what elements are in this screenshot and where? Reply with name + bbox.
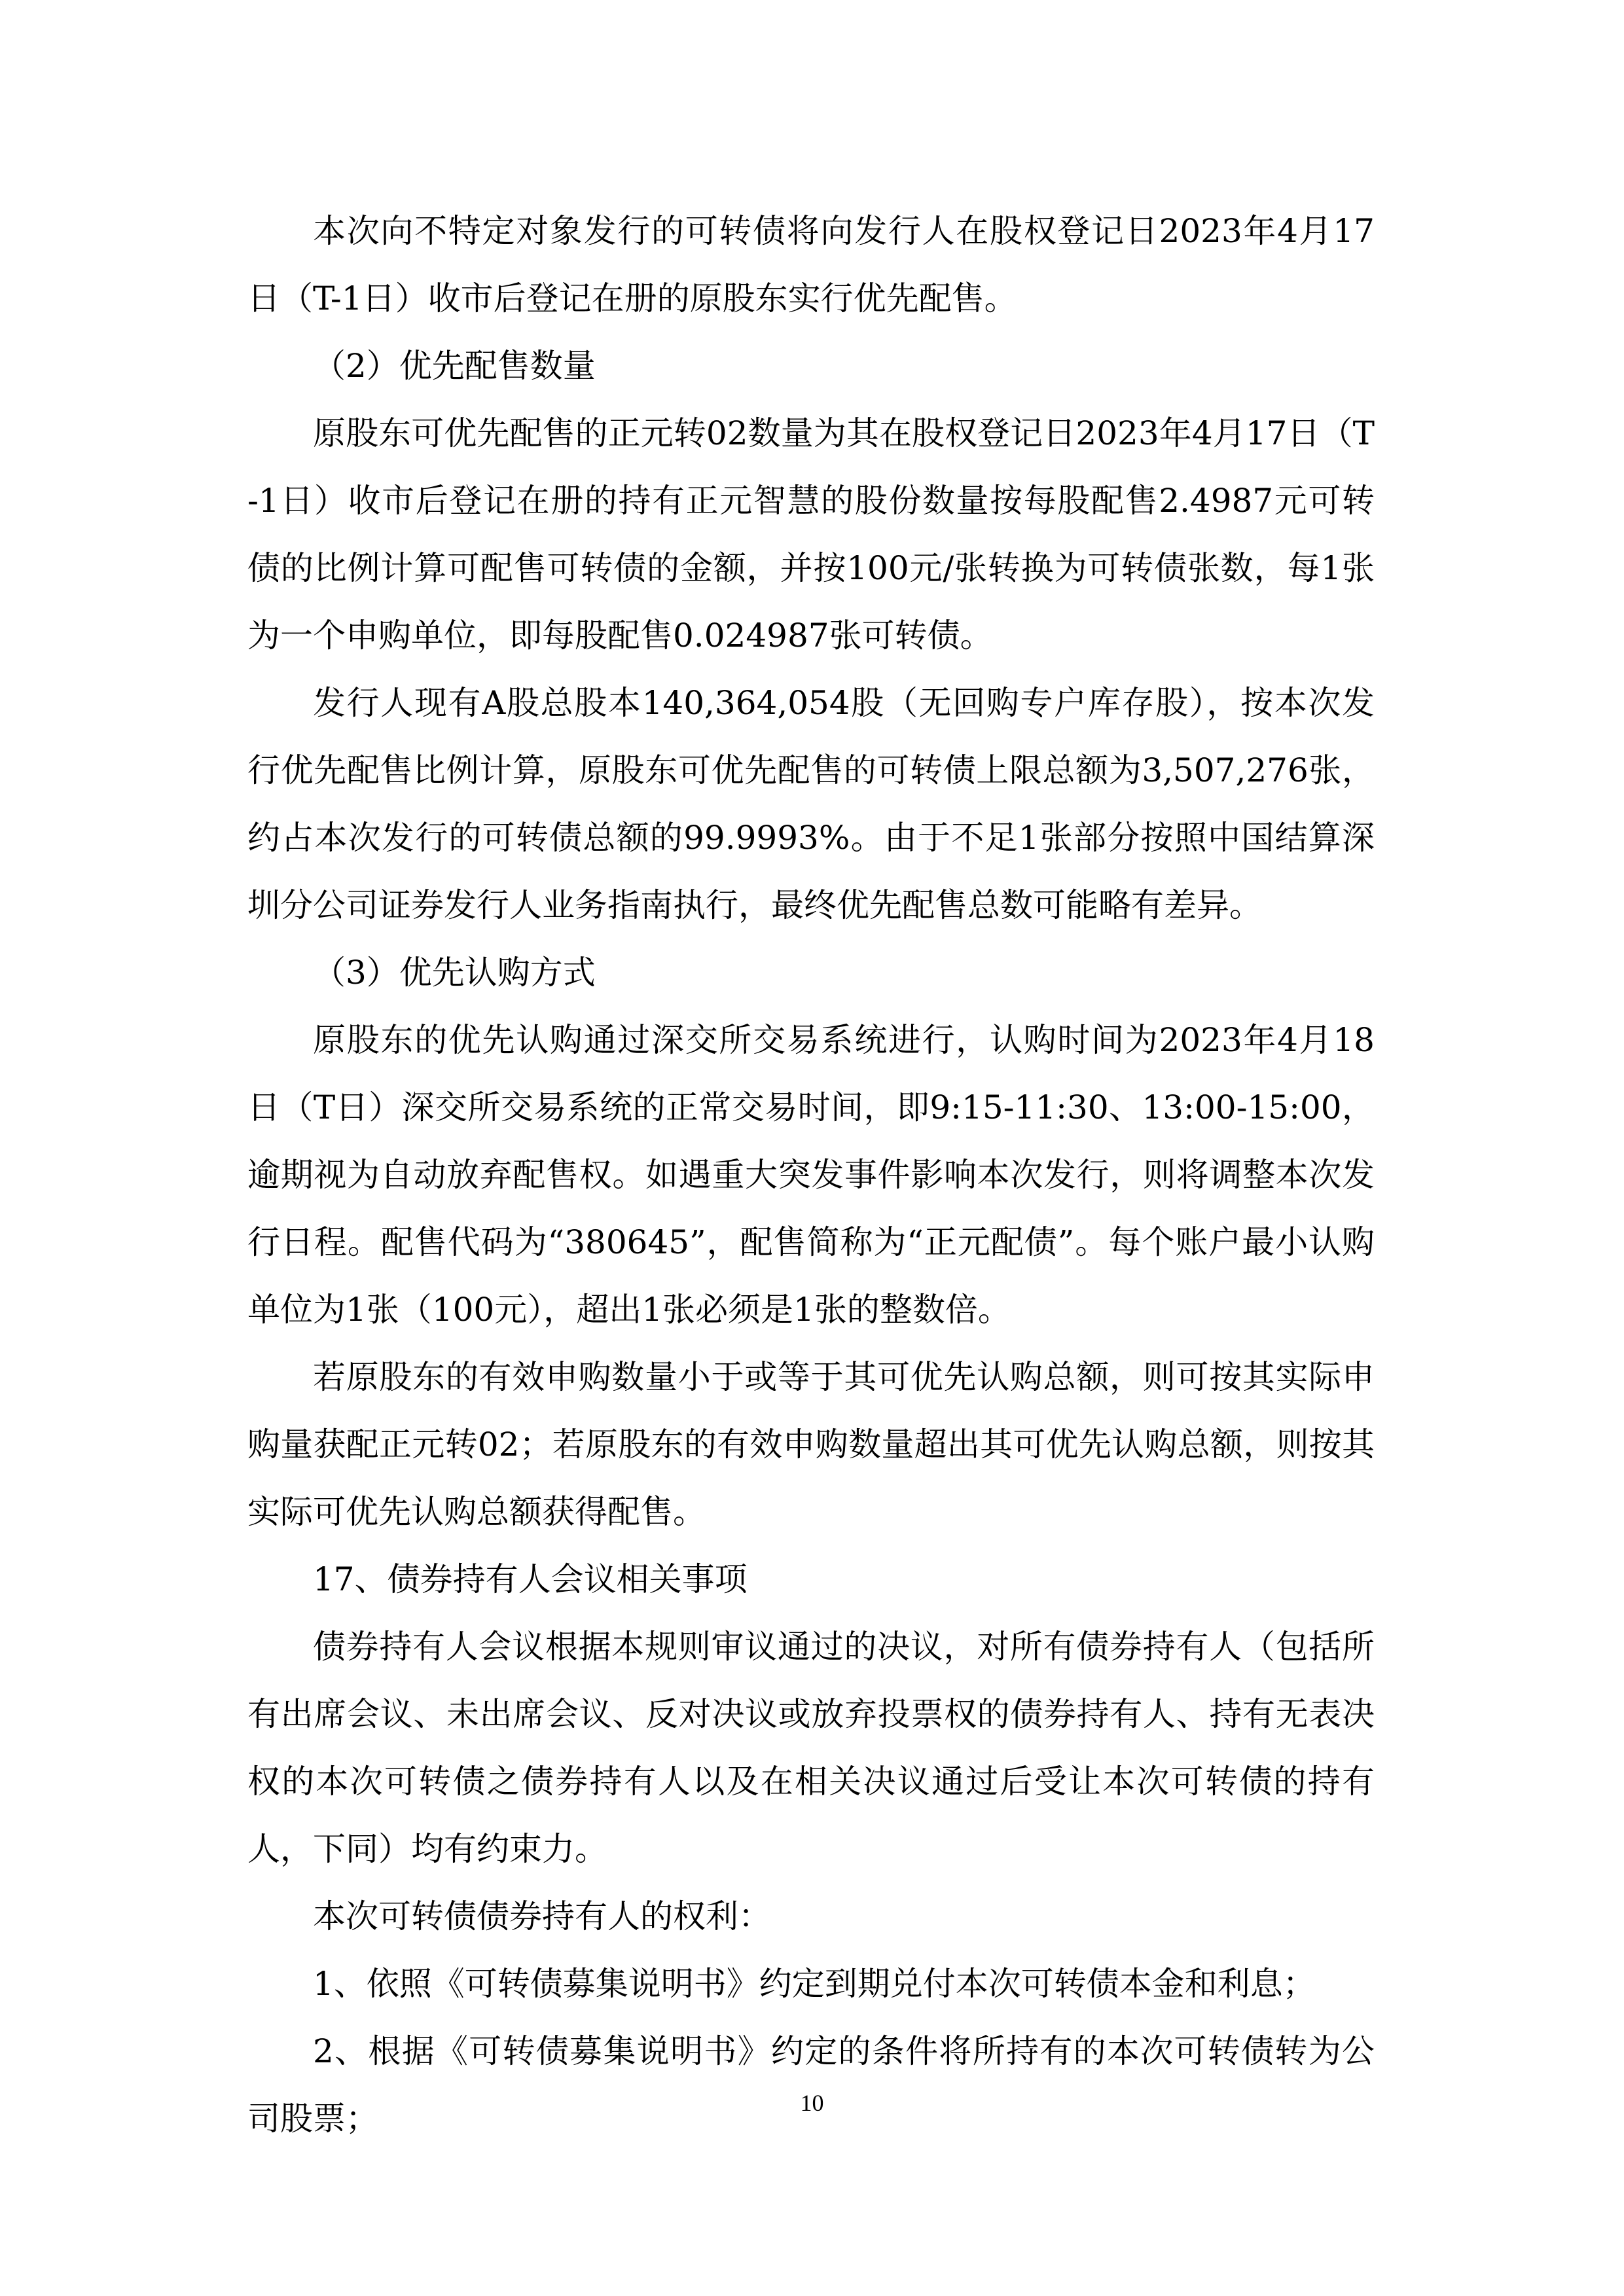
- paragraph-right-1: 1、依照《可转债募集说明书》约定到期兑付本次可转债本金和利息；: [313, 1965, 1316, 2003]
- heading-subscription-method: （3）优先认购方式: [313, 954, 596, 992]
- paragraph-preferential-allotment-intro: 本次向不特定对象发行的可转债将向发行人在股权登记日2023年4月17日（T-1日）收市后登记在册的原股东实行优先配售。: [247, 212, 1375, 317]
- paragraph-subscription-method: 原股东的优先认购通过深交所交易系统进行，认购时间为2023年4月18日（T日）深交所交易系统的正常交易时间，即9:15-11:30、13:00-15:00，逾期视为自动放弃配售权。如遇重大突发事件影响本次发行，则将调整本次发行日程。配售代码为“380645”，配售简称为“正元配债”。每个账户最小认购单位为1张（100元），超出1张必须是1张的整数倍。: [247, 1021, 1375, 1329]
- body-text: [247, 198, 1375, 2153]
- paragraph-bondholder-rights-title: 本次可转债债券持有人的权利：: [313, 1897, 771, 1935]
- paragraph-meeting-resolutions: 债券持有人会议根据本规则审议通过的决议，对所有债券持有人（包括所有出席会议、未出席会议、反对决议或放弃投票权的债券持有人、持有无表决权的本次可转债之债券持有人以及在相关决议通过后受让本次可转债的持有人，下同）均有约束力。: [247, 1628, 1375, 1868]
- heading-bondholder-meeting: 17、债券持有人会议相关事项: [313, 1560, 748, 1598]
- paragraph-allotment-quantity: 原股东可优先配售的正元转02数量为其在股权登记日2023年4月17日（T-1日）收市后登记在册的持有正元智慧的股份数量按每股配售2.4987元可转债的比例计算可配售可转债的金额，并按100元/张转换为可转债张数，每1张为一个申购单位，即每股配售0.024987张可转债。: [247, 414, 1375, 655]
- heading-allotment-quantity: （2）优先配售数量: [313, 347, 596, 385]
- paragraph-effective-subscription: 若原股东的有效申购数量小于或等于其可优先认购总额，则可按其实际申购量获配正元转02；若原股东的有效申购数量超出其可优先认购总额，则按其实际可优先认购总额获得配售。: [247, 1358, 1375, 1531]
- paragraph-right-2: 2、根据《可转债募集说明书》约定的条件将所持有的本次可转债转为公司股票；: [247, 2032, 1375, 2138]
- paragraph-share-capital: 发行人现有A股总股本140,364,054股（无回购专户库存股），按本次发行优先配售比例计算，原股东可优先配售的可转债上限总额为3,507,276张，约占本次发行的可转债总额的99.9993%。由于不足1张部分按照中国结算深圳分公司证券发行人业务指南执行，最终优先配售总数可能略有差异。: [247, 684, 1375, 924]
- page-number: 10: [800, 2090, 824, 2116]
